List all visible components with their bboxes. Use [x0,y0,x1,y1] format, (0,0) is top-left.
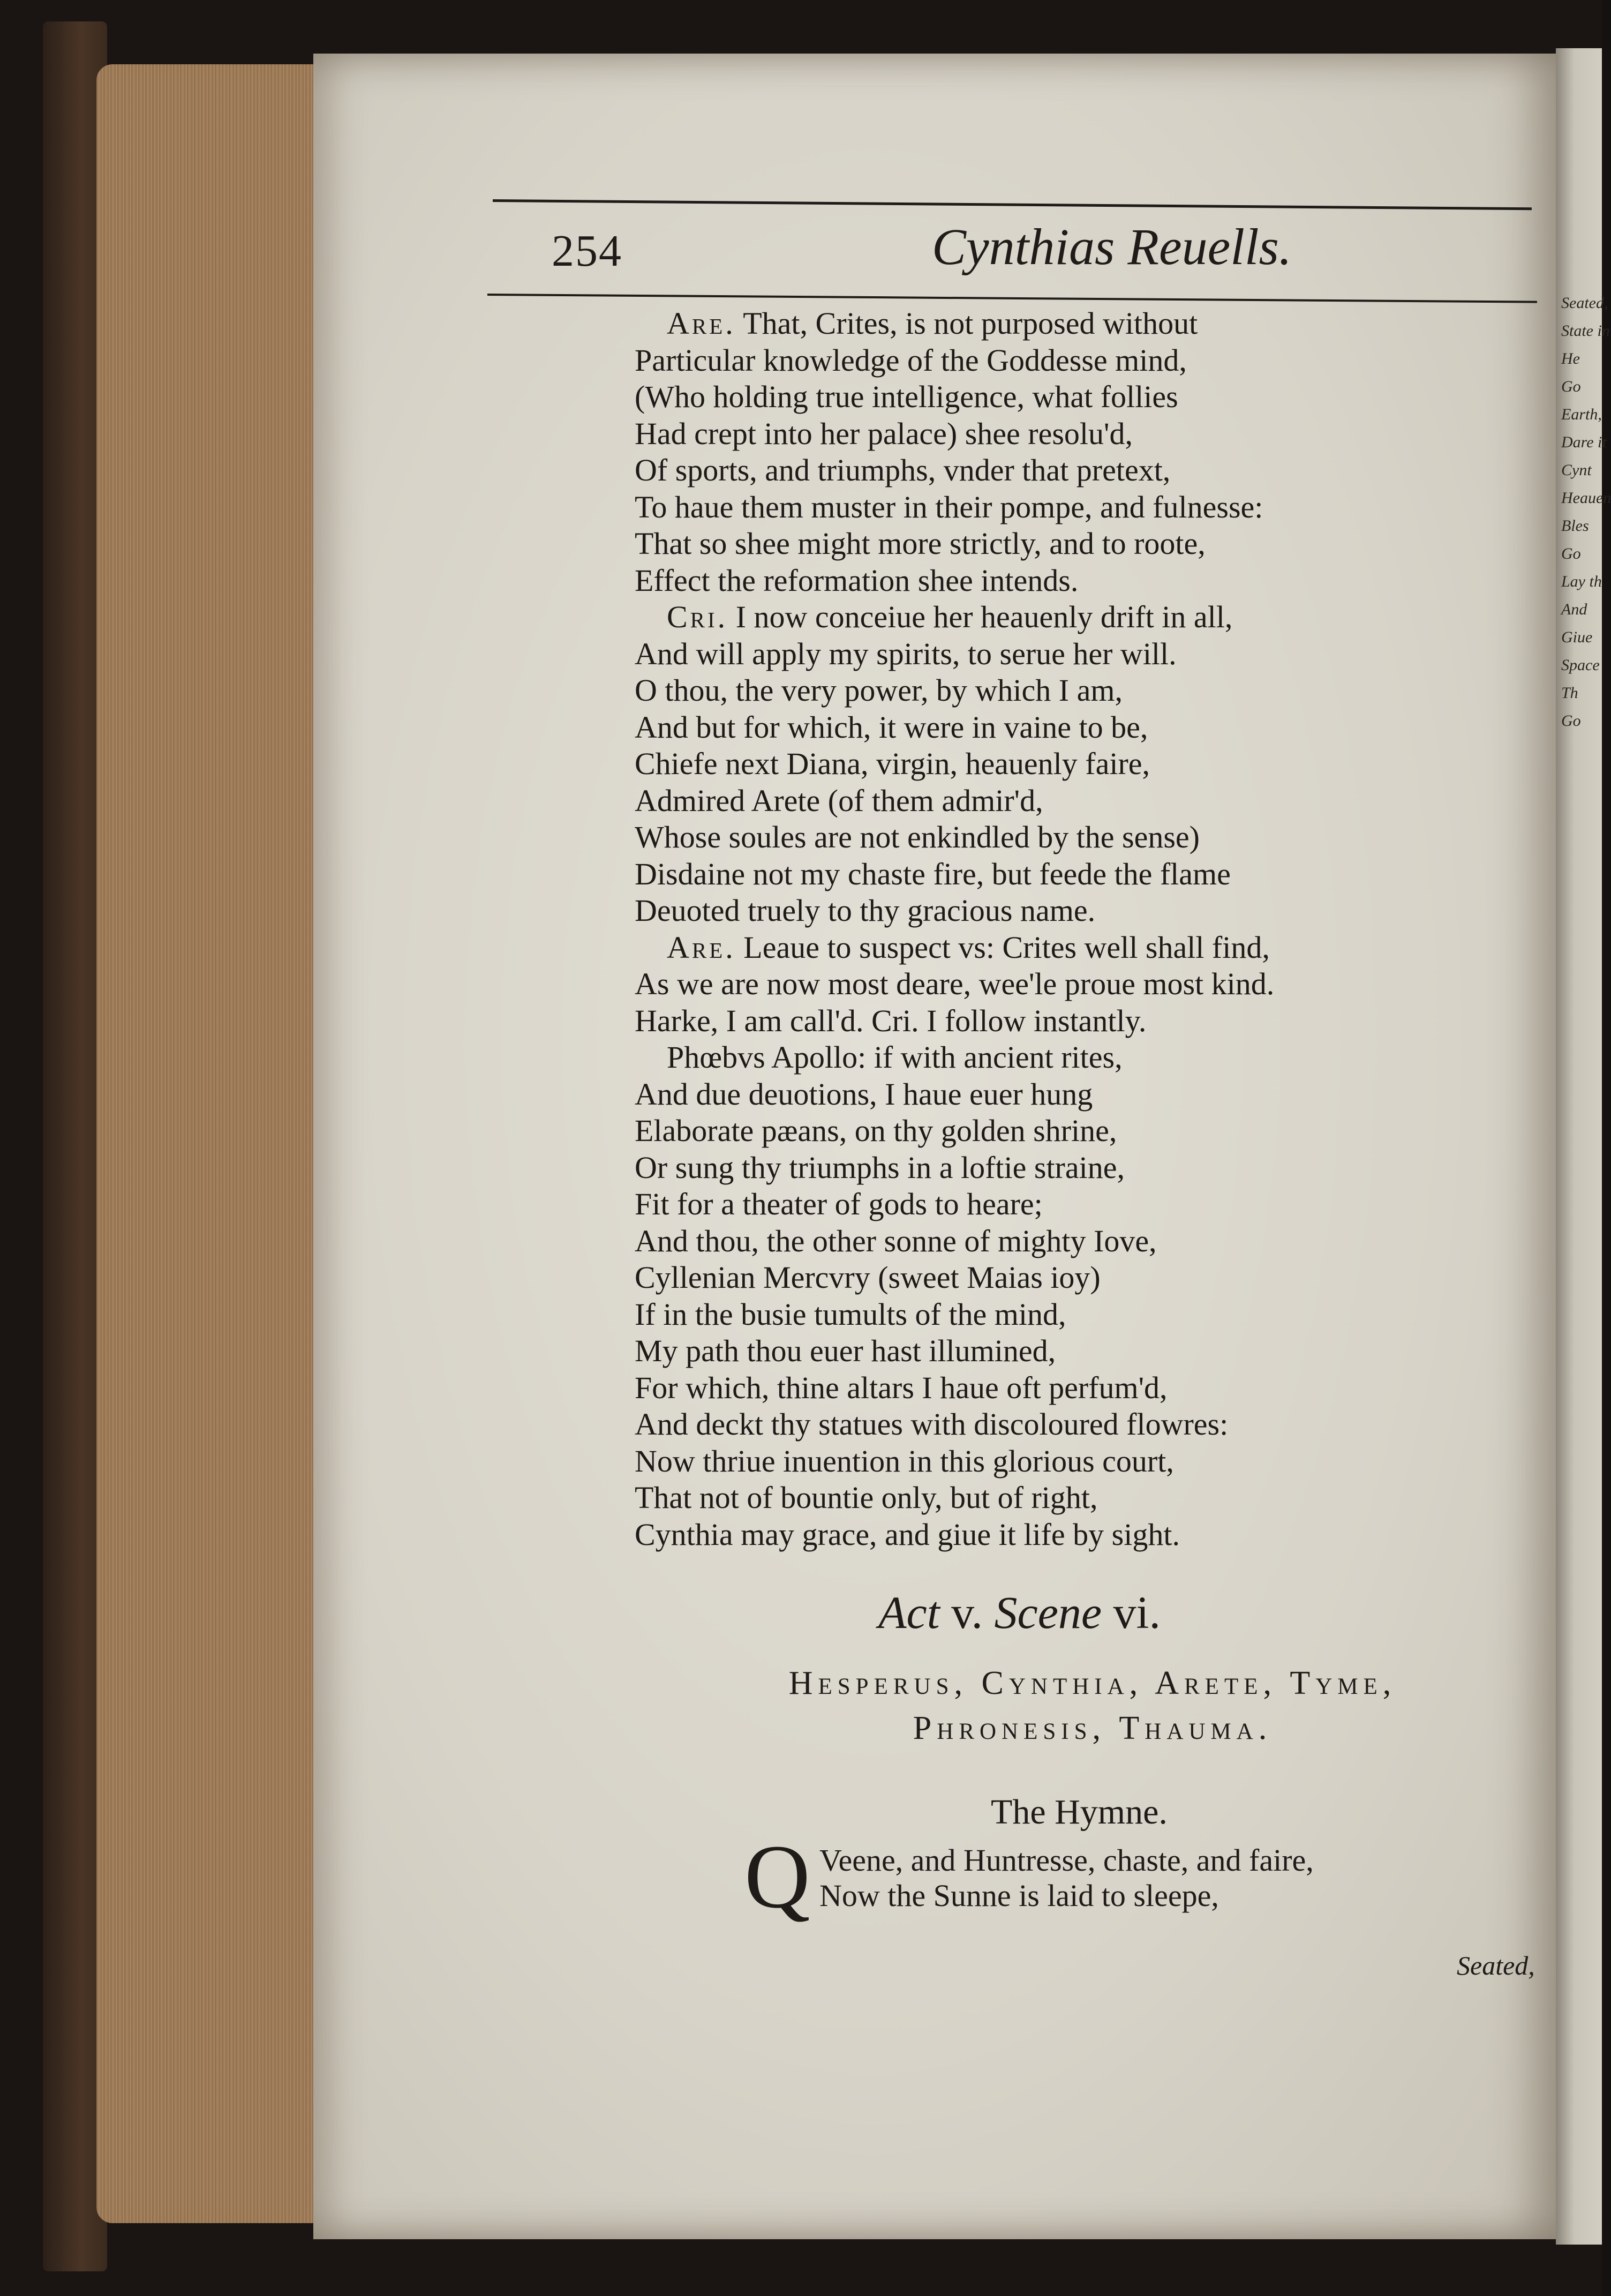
verse-line [635,1223,1492,1260]
verse-line [635,929,1492,966]
facing-page-fragment: State in [1561,322,1610,340]
speaker-name: Are. [667,306,736,341]
speaker-name: Are. [667,929,736,965]
facing-page-text [1561,289,1611,735]
verse-text: Had crept into her palace) shee resolu'd, [635,416,1133,451]
facing-page-fragment: Go [1561,712,1581,730]
character-line-1: Hesperus, Cynthia, Arete, Tyme, [788,1665,1397,1701]
verse-text: Phœbvs Apollo: if with ancient rites, [667,1040,1123,1075]
hymne-title: The Hymne. [991,1792,1168,1832]
verse-text: And deckt thy statues with discoloured flowres: [635,1407,1229,1442]
verse-text: As we are now most deare, wee'le proue most kind. [635,966,1275,1001]
verse-text: Or sung thy triumphs in a loftie straine, [635,1150,1125,1185]
verse-line [635,672,1492,709]
verse-line [635,1406,1492,1443]
verse-text: I now conceiue her heauenly drift in all, [728,599,1233,634]
facing-page-fragment: Dare it [1561,433,1607,451]
verse-line [635,966,1492,1003]
scene-label: Scene [994,1587,1102,1638]
verse-text: And due deuotions, I haue euer hung [635,1076,1093,1112]
scene-number: vi. [1113,1587,1161,1638]
verse-text: Effect the reformation shee intends. [635,562,1079,598]
verse-line [635,892,1492,929]
verse-line [635,1443,1492,1480]
catchword: Seated, [1457,1950,1535,1980]
page-number: 254 [552,226,622,276]
hymne-line-2: Now the Sunne is laid to sleepe, [819,1878,1219,1913]
verse-text: Admired Arete (of them admir'd, [635,783,1043,818]
verse-text: Of sports, and triumphs, vnder that pretext, [635,453,1171,487]
verse-text: My path thou euer hast illumined, [635,1333,1056,1368]
verse-text: Particular knowledge of the Goddesse mind, [635,342,1187,378]
verse-text [635,305,1492,1553]
verse-text: O thou, the very power, by which I am, [635,673,1123,708]
hymne-line-1: Veene, and Huntresse, chaste, and faire, [819,1843,1314,1878]
verse-text: And thou, the other sonne of mighty Iove, [635,1223,1157,1258]
verse-text: If in the busie tumults of the mind, [635,1296,1066,1332]
verse-line [635,562,1492,599]
verse-line [635,489,1492,526]
facing-page-fragment: Heauen [1561,489,1611,507]
verse-text: And will apply my spirits, to serue her will. [635,636,1177,671]
verse-text: Cynthia may grace, and giue it life by sight. [635,1517,1180,1552]
verse-line [635,416,1492,453]
verse-text: Leaue to suspect vs: Crites well shall find, [735,929,1270,965]
facing-page-fragment: And [1561,601,1587,618]
facing-page-fragment: Space [1561,656,1600,674]
facing-page-fragment: Seated, [1561,294,1608,312]
verse-text: Elaborate pæans, on thy golden shrine, [635,1113,1117,1148]
verse-text: That not of bountie only, but of right, [635,1480,1098,1515]
verse-text: Whose soules are not enkindled by the sense) [635,820,1200,854]
verse-line [635,1113,1492,1150]
scene-heading [878,1586,1161,1639]
verse-line [635,599,1492,636]
facing-page-fragment: He [1561,350,1580,367]
verse-text: Now thriue inuention in this glorious court, [635,1443,1174,1479]
verse-line [635,1517,1492,1554]
verse-line [635,305,1492,342]
facing-page-fragment: Th [1561,684,1578,702]
verse-line [635,746,1492,783]
verse-text: For which, thine altars I haue oft perfum'd, [635,1370,1168,1405]
verse-line [635,819,1492,856]
verse-line [635,636,1492,673]
speaker-name: Cri. [667,599,728,634]
page-edges [96,64,321,2223]
verse-line [635,783,1492,820]
verse-line [635,452,1492,489]
verse-text: Fit for a theater of gods to heare; [635,1187,1043,1221]
verse-text: To haue them muster in their pompe, and fulnesse: [635,489,1263,524]
facing-page-fragment: Lay th [1561,573,1602,590]
verse-text: Cyllenian Mercvry (sweet Maias ioy) [635,1260,1101,1295]
verse-line [635,1480,1492,1517]
hymne-text [819,1843,1314,1914]
verse-line [635,1186,1492,1223]
verse-text: That, Crites, is not purposed without [735,306,1198,341]
act-label: Act [878,1587,940,1638]
facing-page-fragment: Giue [1561,628,1593,646]
facing-page-fragment: Cynt [1561,461,1592,479]
character-list [696,1661,1489,1751]
verse-text: That so shee might more strictly, and to roote, [635,526,1206,561]
act-number: v. [951,1587,983,1638]
verse-line [635,1076,1492,1113]
running-head: Cynthias Reuells. [932,218,1292,275]
verse-text: Disdaine not my chaste fire, but feede the flame [635,856,1231,891]
facing-page-fragment: Go [1561,545,1581,562]
verse-line [635,342,1492,379]
verse-text: Chiefe next Diana, virgin, heauenly faire, [635,746,1150,781]
verse-line [635,1039,1492,1076]
verse-text: And but for which, it were in vaine to be, [635,709,1148,745]
verse-line [635,1333,1492,1370]
verse-line [635,856,1492,893]
facing-page-fragment: Go [1561,378,1581,395]
verse-line [635,709,1492,746]
verse-line [635,526,1492,562]
verse-line [635,1003,1492,1040]
verse-text: Deuoted truely to thy gracious name. [635,893,1096,928]
verse-text: (Who holding true intelligence, what follies [635,379,1178,414]
verse-text: Harke, I am call'd. Cri. I follow instantly. [635,1003,1147,1038]
verse-line [635,1296,1492,1333]
drop-cap: Q [744,1826,810,1927]
facing-page-fragment: Bles [1561,517,1589,535]
facing-page-fragment: Earth, [1561,406,1602,423]
verse-line [635,1259,1492,1296]
character-line-2: Phronesis, Thauma. [913,1710,1273,1746]
verse-line [635,1150,1492,1187]
verse-line [635,379,1492,416]
verse-line [635,1370,1492,1407]
